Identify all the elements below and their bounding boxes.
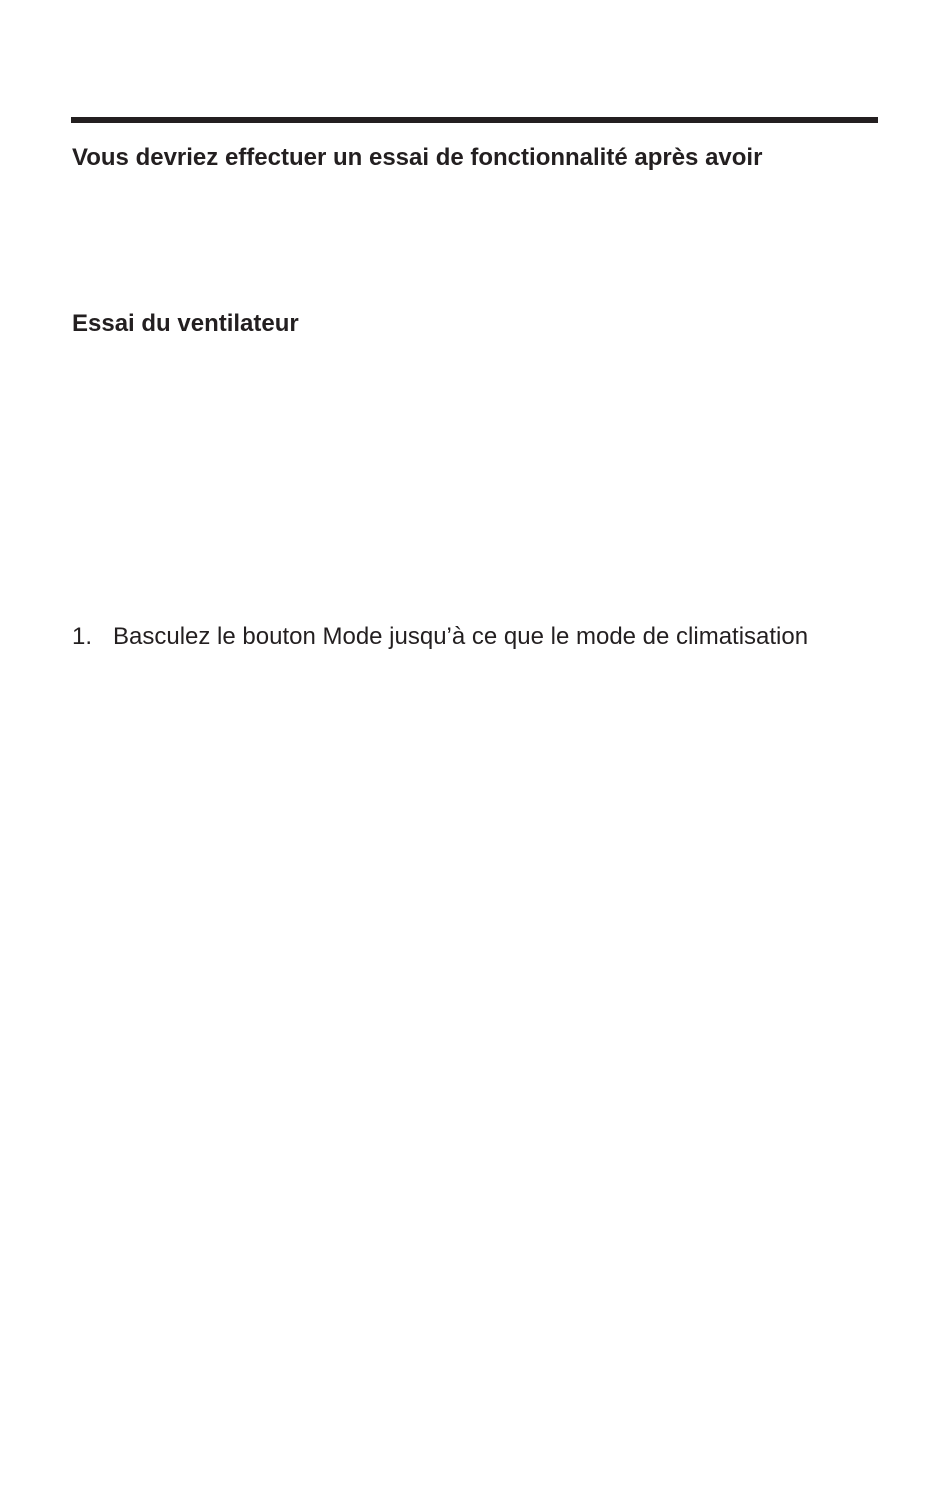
step-item <box>72 623 872 651</box>
section-heading: Essai du ventilateur <box>72 310 299 337</box>
intro-text: Vous devriez effectuer un essai de fonctionnalité après avoir <box>72 144 763 171</box>
step-number: 1. <box>72 623 93 650</box>
step-text: Basculez le bouton Mode jusqu’à ce que le mode de climatisation <box>113 623 809 650</box>
top-rule <box>71 117 878 123</box>
